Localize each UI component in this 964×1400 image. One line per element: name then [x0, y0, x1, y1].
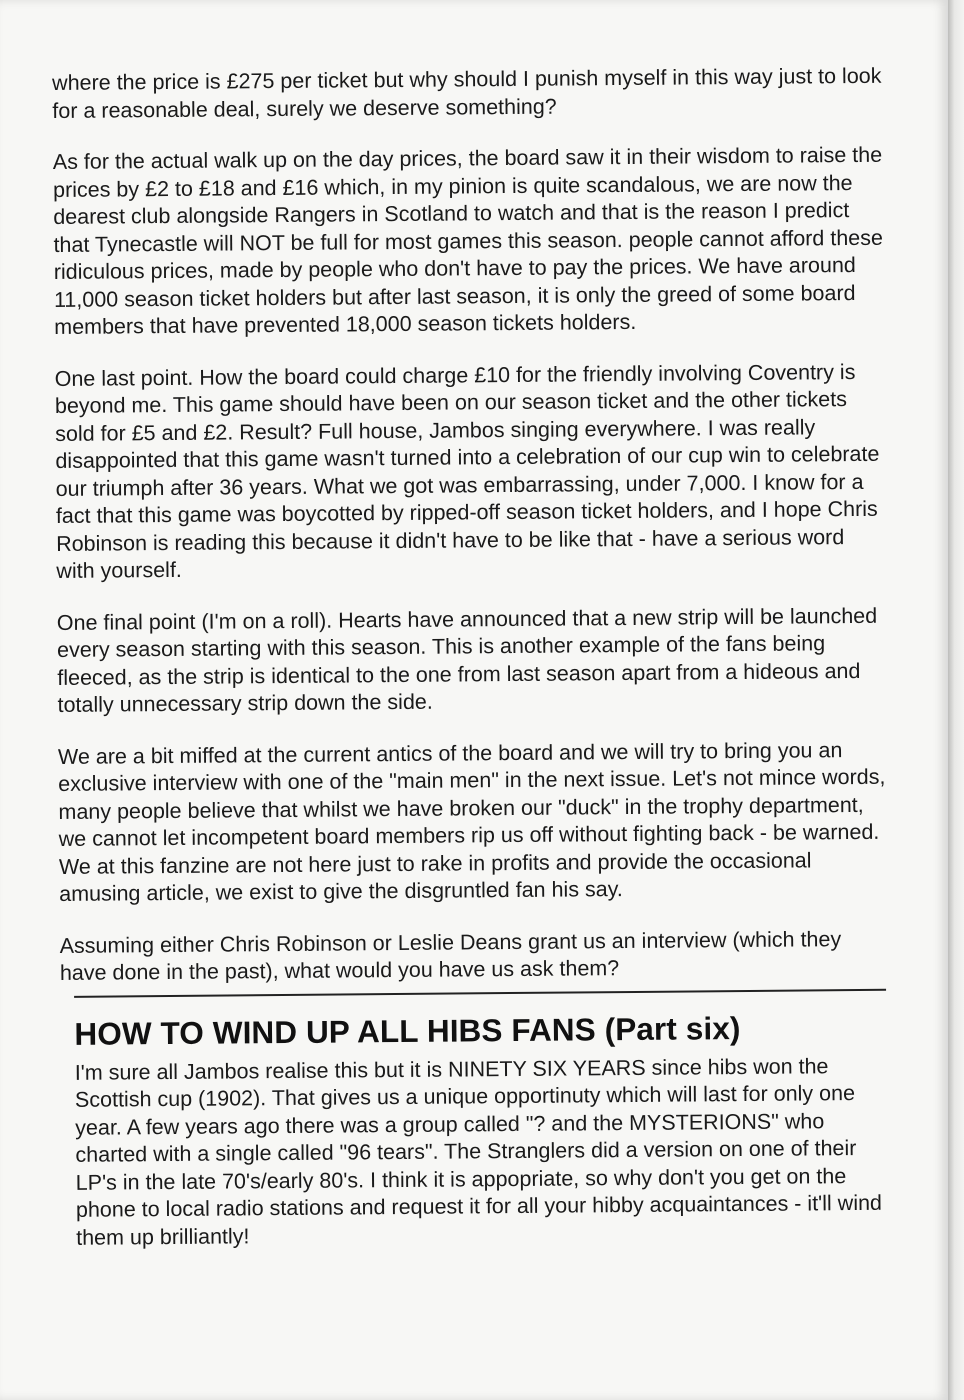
- section-divider: [74, 988, 886, 997]
- paragraph-coventry-friendly: One last point. How the board could charge £10 for the friendly involving Coventry is beyond me. This game should have been on our season ticket and the other tickets sold for £5 and £2. Result? Full house, Jambos singing everywhere. I was really disappointed that this game wasn't turned into a celebration of our cup win to celebrate our triumph after 36 years. What we got was embarrassing, under 7,000. I know for a fact that this game was boycotted by ripped-off season ticket holders, and I hope Chris Robinson is reading this because it didn't have to be like that - have a serious word with yourself.: [54, 359, 880, 583]
- paragraph-new-strip: One final point (I'm on a roll). Hearts have announced that a new strip will be launched every season starting with this season. This is another example of the fans being fleeced, as the strip is identical to the one from last season apart from a hideous and totally unnecessary strip down the side.: [56, 603, 878, 717]
- section-headline: HOW TO WIND UP ALL HIBS FANS (Part six): [74, 1009, 741, 1052]
- paragraph-board-antics: We are a bit miffed at the current antics of the board and we will try to bring you an exclusive interview with one of the "main men" in the next issue. Let's not mince words, many people believe that whilst we have broken our "duck" in the trophy department, we cannot let incompetent board members rip us off without fighting back - be warned. We at this fanzine are not here just to rake in profits and provide the occasional amusing article, we exist to give the disgruntled fan his say.: [57, 737, 886, 906]
- paragraph-walk-up-prices: As for the actual walk up on the day prices, the board saw it in their wisdom to raise the prices by £2 to £18 and £16 which, in my pinion is quite scandalous, we are now the dearest club alongside Rangers in Scotland to watch and that is the reason I predict that Tynecastle will NOT be full for most games this season. people cannot afford these ridiculous prices, made by people who don't have to pay the prices. We have around 11,000 season ticket holders but after last season, it is only the greed of some board members that have prevented 18,000 season tickets holders.: [52, 142, 884, 339]
- paragraph-interview-request: Assuming either Chris Robinson or Leslie Deans grant us an interview (which they have done in the past), what would you have us ask them?: [59, 926, 842, 985]
- article-body: [52, 63, 892, 1276]
- paragraph-ticket-price: where the price is £275 per ticket but why should I punish myself in this way just to look for a reasonable deal, surely we deserve something?: [52, 63, 882, 123]
- section-body: I'm sure all Jambos realise this but it is NINETY SIX YEARS since hibs won the Scottish cup (1902). That gives us a unique opportinuty which will last for only one year. A few years ago there was a group called "? and the MYSTERIONS" who charted with a single called "96 tears". The Stranglers did a version on one of their LP's in the late 70's/early 80's. I think it is appopriate, so why don't you get on the phone to local radio stations and request it for all your hibby acquaintances - it'll wind them up brilliantly!: [74, 1053, 883, 1250]
- page-edge-shadow: [948, 0, 964, 1400]
